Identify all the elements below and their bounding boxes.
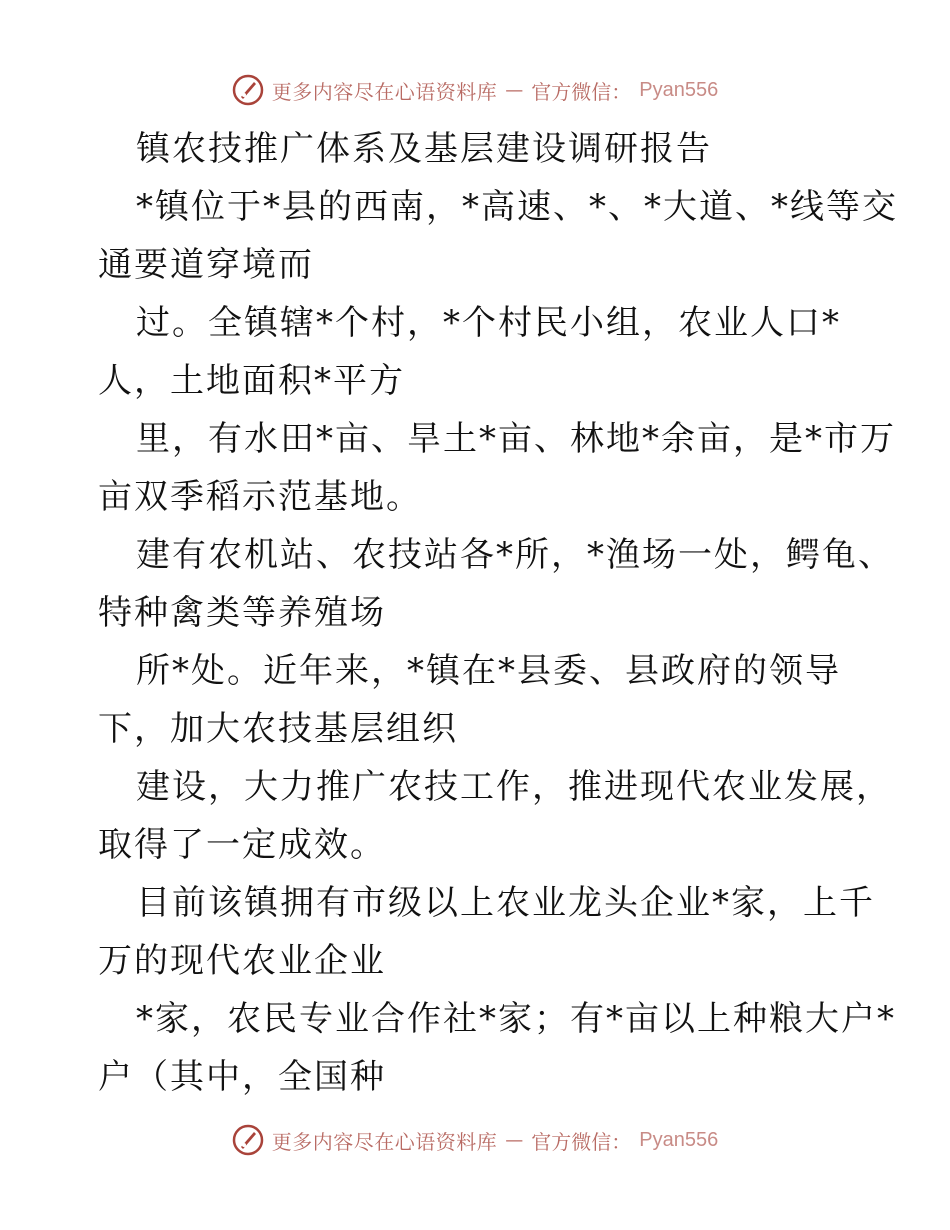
document-title: 镇农技推广体系及基层建设调研报告: [136, 129, 712, 169]
watermark-label: 官方微信：: [531, 79, 632, 104]
watermark-label: 官方微信：: [531, 1129, 632, 1154]
paragraph-line: 户（其中，全国种: [98, 1057, 386, 1097]
watermark-dash: —: [505, 79, 524, 101]
watermark-id: Pyan556: [639, 1128, 719, 1151]
paragraph-line: 万的现代农业企业: [98, 941, 386, 981]
paragraph-line: 过。全镇辖*个村，*个村民小组，农业人口*: [136, 303, 841, 343]
watermark-text: 更多内容尽在心语资料库: [271, 79, 498, 104]
document-body: [98, 120, 898, 1106]
paragraph-line: 特种禽类等养殖场: [98, 593, 386, 633]
paragraph-line: 亩双季稻示范基地。: [98, 477, 422, 517]
paragraph-line: 所*处。近年来，*镇在*县委、县政府的领导: [136, 651, 841, 691]
header-watermark: [0, 70, 950, 110]
paragraph-line: 取得了一定成效。: [98, 825, 386, 865]
watermark-id: Pyan556: [639, 78, 719, 101]
paragraph-line: 通要道穿境而: [98, 245, 314, 285]
paragraph-line: *家，农民专业合作社*家；有*亩以上种粮大户*: [136, 999, 896, 1039]
paragraph-line: 目前该镇拥有市级以上农业龙头企业*家，上千: [136, 883, 875, 923]
quill-logo-icon: [232, 1124, 264, 1156]
quill-logo-icon: [232, 74, 264, 106]
paragraph-line: 里，有水田*亩、旱土*亩、林地*余亩，是*市万: [136, 419, 896, 459]
paragraph-line: 建有农机站、农技站各*所，*渔场一处，鳄龟、: [136, 535, 894, 575]
paragraph-line: 下，加大农技基层组织: [98, 709, 458, 749]
watermark-text: 更多内容尽在心语资料库: [271, 1129, 498, 1154]
paragraph-line: *镇位于*县的西南，*高速、*、*大道、*线等交: [136, 187, 898, 227]
watermark-dash: —: [505, 1129, 524, 1151]
footer-watermark: [0, 1120, 950, 1160]
paragraph-line: 人，土地面积*平方: [98, 361, 405, 401]
paragraph-line: 建设，大力推广农技工作，推进现代农业发展，: [136, 767, 892, 807]
